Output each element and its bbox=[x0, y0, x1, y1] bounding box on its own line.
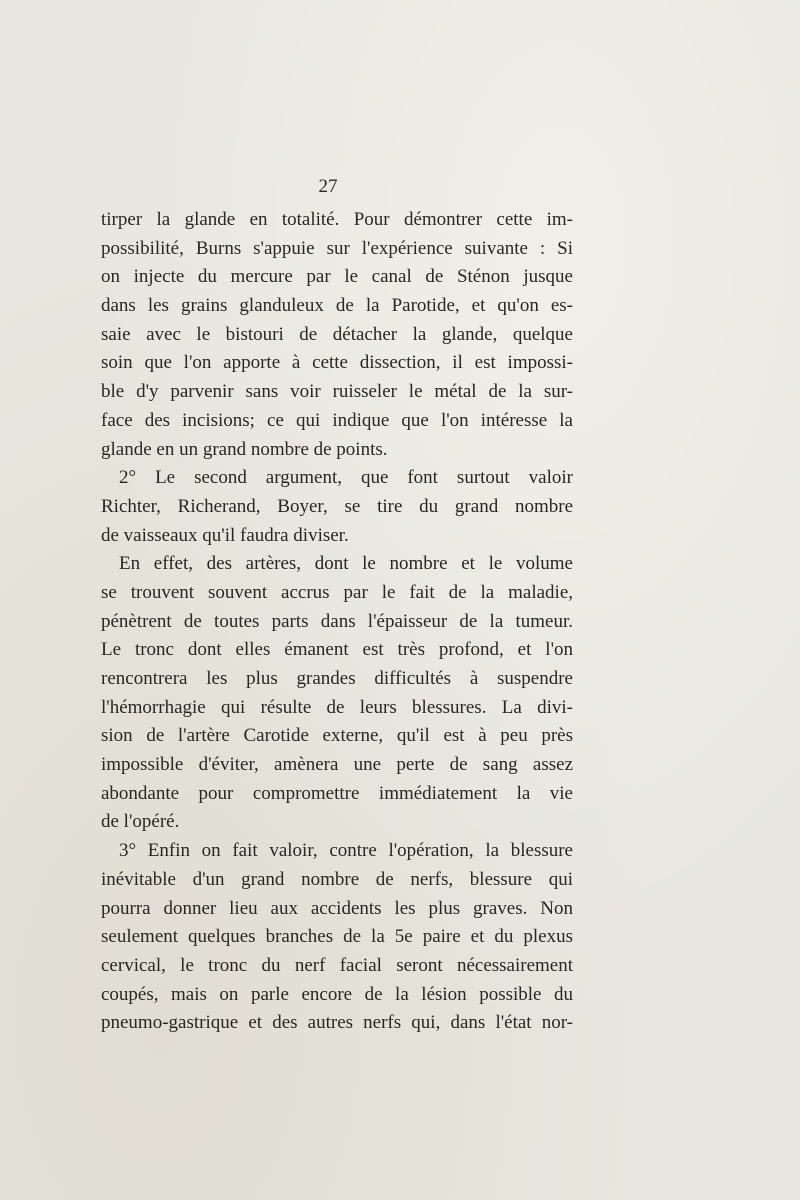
text-line: Le tronc dont elles émanent est très profond, et l'on bbox=[101, 639, 573, 661]
text-line: face des incisions; ce qui indique que l'on intéresse la bbox=[101, 409, 573, 431]
text-line: tirper la glande en totalité. Pour démontrer cette im- bbox=[101, 209, 573, 230]
text-line: ble d'y parvenir sans voir ruisseler le métal de la sur- bbox=[101, 381, 573, 403]
text-line: impossible d'éviter, amènera une perte de sang assez bbox=[101, 754, 573, 776]
text-line: dans les grains glanduleux de la Parotide, et qu'on es- bbox=[101, 295, 573, 317]
text-line: abondante pour compromettre immédiatement la vie bbox=[101, 782, 573, 804]
text-line: pénètrent de toutes parts dans l'épaisseur de la tumeur. bbox=[101, 610, 573, 632]
text-line: Richter, Richerand, Boyer, se tire du grand nombre bbox=[101, 495, 573, 517]
text-line: coupés, mais on parle encore de la lésion possible du bbox=[101, 983, 573, 1005]
text-line: seulement quelques branches de la 5e paire et du plexus bbox=[101, 926, 573, 948]
text-line: l'hémorrhagie qui résulte de leurs blessures. La divi- bbox=[101, 696, 573, 718]
text-line: possibilité, Burns s'appuie sur l'expérience suivante : Si bbox=[101, 237, 573, 259]
text-line: 3° Enfin on fait valoir, contre l'opération, la blessure bbox=[119, 840, 573, 862]
text-line: de l'opéré. bbox=[101, 811, 180, 833]
text-line: pneumo-gastrique et des autres nerfs qui, dans l'état nor- bbox=[101, 1012, 573, 1034]
text-line: sion de l'artère Carotide externe, qu'il est à peu près bbox=[101, 725, 573, 747]
text-line: de vaisseaux qu'il faudra diviser. bbox=[101, 524, 349, 546]
text-line: pourra donner lieu aux accidents les plus graves. Non bbox=[101, 897, 573, 919]
text-line: cervical, le tronc du nerf facial seront nécessairement bbox=[101, 954, 573, 976]
text-line: inévitable d'un grand nombre de nerfs, blessure qui bbox=[101, 868, 573, 890]
body-text bbox=[101, 206, 573, 1038]
text-line: saie avec le bistouri de détacher la glande, quelque bbox=[101, 323, 573, 345]
text-line: glande en un grand nombre de points. bbox=[101, 438, 388, 460]
text-line: rencontrera les plus grandes difficultés à suspendre bbox=[101, 668, 573, 689]
text-line: se trouvent souvent accrus par le fait de la maladie, bbox=[101, 581, 573, 603]
text-line: on injecte du mercure par le canal de Sténon jusque bbox=[101, 266, 573, 288]
page-number: 27 bbox=[318, 176, 338, 197]
text-line: soin que l'on apporte à cette dissection, il est impossi- bbox=[101, 352, 573, 374]
text-line: 2° Le second argument, que font surtout valoir bbox=[119, 467, 573, 489]
text-line: En effet, des artères, dont le nombre et le volume bbox=[119, 553, 573, 575]
